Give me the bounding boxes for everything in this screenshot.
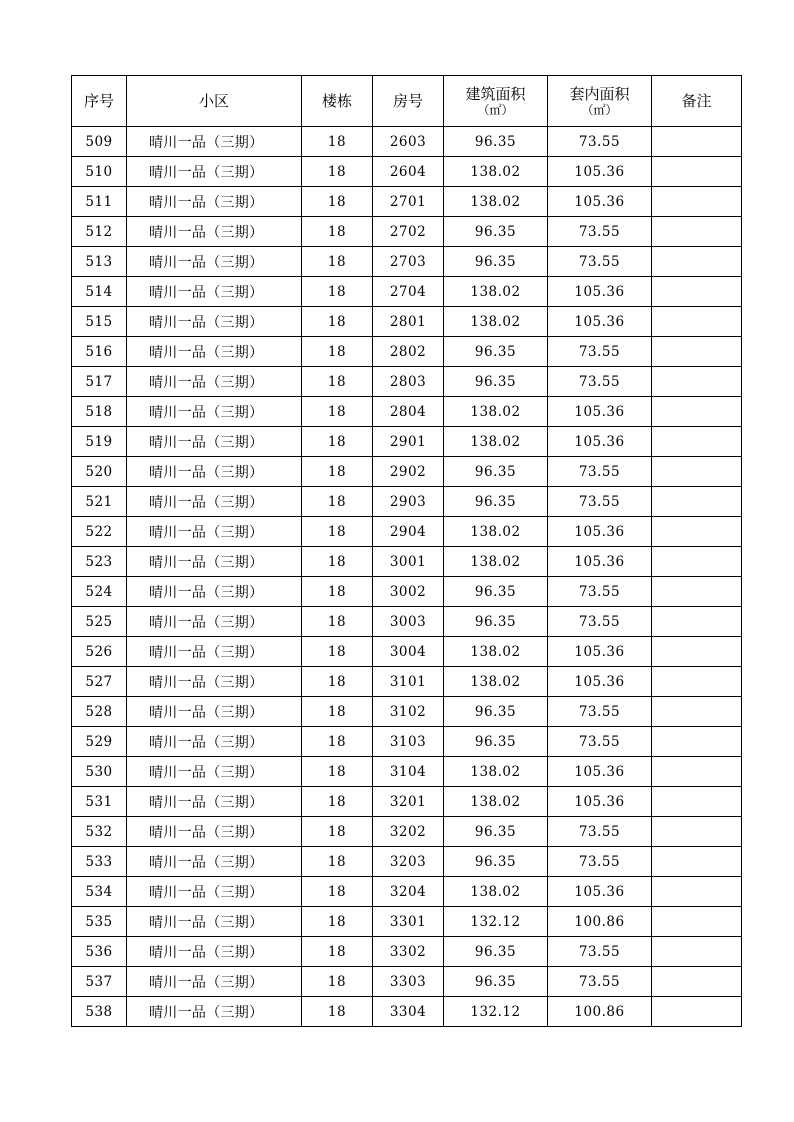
cell-remark [652,217,742,247]
cell-building: 18 [302,817,373,847]
cell-inner-area: 105.36 [548,427,652,457]
cell-remark [652,517,742,547]
cell-inner-area: 73.55 [548,367,652,397]
cell-index: 515 [72,307,127,337]
cell-remark [652,727,742,757]
cell-community: 晴川一品（三期） [127,667,302,697]
cell-build-area: 138.02 [444,187,548,217]
header-remark: 备注 [652,76,742,127]
cell-building: 18 [302,547,373,577]
cell-inner-area: 105.36 [548,787,652,817]
cell-remark [652,607,742,637]
cell-room: 2803 [373,367,444,397]
cell-inner-area: 73.55 [548,487,652,517]
table-row [72,127,742,157]
header-room: 房号 [373,76,444,127]
cell-build-area: 138.02 [444,277,548,307]
cell-index: 527 [72,667,127,697]
cell-index: 531 [72,787,127,817]
cell-remark [652,187,742,217]
cell-community: 晴川一品（三期） [127,277,302,307]
cell-remark [652,817,742,847]
cell-remark [652,697,742,727]
cell-index: 530 [72,757,127,787]
cell-build-area: 96.35 [444,487,548,517]
cell-inner-area: 100.86 [548,997,652,1027]
cell-inner-area: 73.55 [548,937,652,967]
cell-index: 521 [72,487,127,517]
cell-remark [652,757,742,787]
cell-build-area: 96.35 [444,457,548,487]
cell-build-area: 96.35 [444,817,548,847]
cell-room: 3203 [373,847,444,877]
cell-community: 晴川一品（三期） [127,307,302,337]
cell-community: 晴川一品（三期） [127,337,302,367]
cell-inner-area: 73.55 [548,847,652,877]
cell-room: 3302 [373,937,444,967]
cell-community: 晴川一品（三期） [127,487,302,517]
table-row [72,337,742,367]
cell-community: 晴川一品（三期） [127,937,302,967]
header-build-area-label: 建筑面积 [465,84,526,103]
table-row [72,787,742,817]
cell-remark [652,127,742,157]
cell-building: 18 [302,247,373,277]
cell-building: 18 [302,757,373,787]
cell-remark [652,247,742,277]
cell-inner-area: 105.36 [548,877,652,907]
table-row [72,547,742,577]
cell-remark [652,277,742,307]
cell-room: 3201 [373,787,444,817]
cell-room: 3104 [373,757,444,787]
cell-inner-area: 73.55 [548,607,652,637]
cell-building: 18 [302,787,373,817]
cell-room: 3303 [373,967,444,997]
cell-build-area: 138.02 [444,547,548,577]
cell-room: 2603 [373,127,444,157]
cell-build-area: 96.35 [444,337,548,367]
cell-community: 晴川一品（三期） [127,817,302,847]
cell-remark [652,937,742,967]
housing-table [71,75,742,1027]
cell-community: 晴川一品（三期） [127,157,302,187]
cell-building: 18 [302,727,373,757]
cell-room: 2901 [373,427,444,457]
cell-building: 18 [302,397,373,427]
cell-build-area: 96.35 [444,217,548,247]
header-inner-area-label: 套内面积 [569,84,630,103]
cell-index: 526 [72,637,127,667]
cell-community: 晴川一品（三期） [127,967,302,997]
header-community: 小区 [127,76,302,127]
table-row [72,607,742,637]
table-row [72,307,742,337]
cell-build-area: 138.02 [444,307,548,337]
cell-remark [652,427,742,457]
cell-room: 2702 [373,217,444,247]
cell-building: 18 [302,847,373,877]
table-row [72,277,742,307]
cell-inner-area: 105.36 [548,667,652,697]
document-page [71,75,741,1027]
cell-inner-area: 73.55 [548,127,652,157]
cell-community: 晴川一品（三期） [127,757,302,787]
cell-building: 18 [302,967,373,997]
cell-inner-area: 105.36 [548,397,652,427]
table-row [72,967,742,997]
cell-build-area: 96.35 [444,607,548,637]
cell-index: 538 [72,997,127,1027]
table-row [72,997,742,1027]
cell-inner-area: 105.36 [548,757,652,787]
cell-remark [652,307,742,337]
cell-inner-area: 105.36 [548,187,652,217]
cell-room: 3204 [373,877,444,907]
cell-community: 晴川一品（三期） [127,577,302,607]
cell-build-area: 138.02 [444,427,548,457]
cell-community: 晴川一品（三期） [127,787,302,817]
cell-building: 18 [302,217,373,247]
cell-remark [652,547,742,577]
cell-index: 536 [72,937,127,967]
cell-building: 18 [302,157,373,187]
cell-inner-area: 73.55 [548,577,652,607]
cell-room: 3001 [373,547,444,577]
cell-room: 2802 [373,337,444,367]
cell-room: 2801 [373,307,444,337]
cell-build-area: 132.12 [444,997,548,1027]
cell-remark [652,157,742,187]
cell-remark [652,787,742,817]
cell-index: 523 [72,547,127,577]
cell-inner-area: 105.36 [548,157,652,187]
cell-building: 18 [302,517,373,547]
cell-building: 18 [302,307,373,337]
cell-inner-area: 73.55 [548,967,652,997]
cell-index: 522 [72,517,127,547]
cell-inner-area: 73.55 [548,337,652,367]
header-build-area [444,76,548,127]
header-index: 序号 [72,76,127,127]
cell-building: 18 [302,457,373,487]
cell-index: 514 [72,277,127,307]
cell-build-area: 138.02 [444,397,548,427]
table-row [72,367,742,397]
table-row [72,667,742,697]
cell-room: 3004 [373,637,444,667]
table-row [72,427,742,457]
cell-inner-area: 73.55 [548,817,652,847]
cell-community: 晴川一品（三期） [127,727,302,757]
header-building: 楼栋 [302,76,373,127]
cell-building: 18 [302,577,373,607]
cell-building: 18 [302,487,373,517]
cell-index: 512 [72,217,127,247]
cell-build-area: 138.02 [444,637,548,667]
cell-index: 532 [72,817,127,847]
cell-index: 509 [72,127,127,157]
cell-building: 18 [302,127,373,157]
cell-remark [652,847,742,877]
table-row [72,517,742,547]
table-body [72,127,742,1027]
cell-index: 520 [72,457,127,487]
cell-room: 3304 [373,997,444,1027]
cell-building: 18 [302,667,373,697]
cell-index: 528 [72,697,127,727]
cell-building: 18 [302,367,373,397]
cell-community: 晴川一品（三期） [127,367,302,397]
cell-room: 3003 [373,607,444,637]
cell-community: 晴川一品（三期） [127,127,302,157]
cell-index: 535 [72,907,127,937]
cell-community: 晴川一品（三期） [127,457,302,487]
header-inner-area [548,76,652,127]
cell-remark [652,667,742,697]
cell-build-area: 96.35 [444,967,548,997]
cell-index: 517 [72,367,127,397]
cell-community: 晴川一品（三期） [127,547,302,577]
cell-build-area: 96.35 [444,727,548,757]
header-row [72,76,742,127]
cell-remark [652,577,742,607]
cell-room: 2704 [373,277,444,307]
cell-build-area: 138.02 [444,667,548,697]
cell-build-area: 96.35 [444,577,548,607]
cell-community: 晴川一品（三期） [127,397,302,427]
cell-index: 511 [72,187,127,217]
cell-build-area: 96.35 [444,247,548,277]
cell-build-area: 96.35 [444,937,548,967]
table-row [72,877,742,907]
table-row [72,487,742,517]
cell-inner-area: 73.55 [548,247,652,277]
table-row [72,727,742,757]
cell-building: 18 [302,427,373,457]
cell-building: 18 [302,637,373,667]
table-row [72,247,742,277]
cell-building: 18 [302,937,373,967]
cell-build-area: 138.02 [444,877,548,907]
cell-room: 3103 [373,727,444,757]
cell-room: 3101 [373,667,444,697]
cell-building: 18 [302,337,373,367]
cell-index: 537 [72,967,127,997]
cell-index: 518 [72,397,127,427]
cell-remark [652,487,742,517]
cell-community: 晴川一品（三期） [127,517,302,547]
cell-room: 2701 [373,187,444,217]
cell-community: 晴川一品（三期） [127,697,302,727]
cell-community: 晴川一品（三期） [127,637,302,667]
cell-index: 534 [72,877,127,907]
header-inner-area-unit: （㎡） [581,102,618,117]
cell-remark [652,337,742,367]
cell-remark [652,367,742,397]
cell-build-area: 132.12 [444,907,548,937]
cell-community: 晴川一品（三期） [127,907,302,937]
cell-community: 晴川一品（三期） [127,427,302,457]
cell-room: 2902 [373,457,444,487]
cell-build-area: 138.02 [444,157,548,187]
table-row [72,937,742,967]
cell-community: 晴川一品（三期） [127,877,302,907]
cell-community: 晴川一品（三期） [127,997,302,1027]
cell-inner-area: 100.86 [548,907,652,937]
cell-build-area: 96.35 [444,127,548,157]
cell-building: 18 [302,697,373,727]
table-row [72,187,742,217]
cell-index: 524 [72,577,127,607]
cell-inner-area: 105.36 [548,637,652,667]
cell-remark [652,997,742,1027]
cell-remark [652,637,742,667]
cell-build-area: 96.35 [444,367,548,397]
table-row [72,157,742,187]
table-row [72,577,742,607]
table-row [72,757,742,787]
cell-index: 519 [72,427,127,457]
cell-inner-area: 105.36 [548,277,652,307]
cell-inner-area: 73.55 [548,697,652,727]
table-row [72,907,742,937]
cell-room: 3102 [373,697,444,727]
cell-index: 525 [72,607,127,637]
cell-inner-area: 73.55 [548,727,652,757]
cell-building: 18 [302,877,373,907]
cell-room: 3202 [373,817,444,847]
cell-index: 510 [72,157,127,187]
cell-community: 晴川一品（三期） [127,187,302,217]
cell-building: 18 [302,277,373,307]
cell-index: 529 [72,727,127,757]
cell-build-area: 138.02 [444,517,548,547]
cell-remark [652,877,742,907]
cell-build-area: 138.02 [444,757,548,787]
cell-inner-area: 73.55 [548,457,652,487]
cell-room: 2604 [373,157,444,187]
cell-build-area: 138.02 [444,787,548,817]
cell-remark [652,907,742,937]
table-row [72,217,742,247]
cell-remark [652,397,742,427]
cell-inner-area: 105.36 [548,307,652,337]
cell-index: 516 [72,337,127,367]
cell-index: 533 [72,847,127,877]
cell-room: 3301 [373,907,444,937]
cell-build-area: 96.35 [444,697,548,727]
cell-community: 晴川一品（三期） [127,217,302,247]
cell-remark [652,967,742,997]
cell-index: 513 [72,247,127,277]
cell-community: 晴川一品（三期） [127,247,302,277]
cell-room: 2804 [373,397,444,427]
cell-building: 18 [302,907,373,937]
cell-building: 18 [302,607,373,637]
cell-room: 2904 [373,517,444,547]
cell-community: 晴川一品（三期） [127,607,302,637]
cell-inner-area: 105.36 [548,547,652,577]
table-row [72,457,742,487]
header-build-area-unit: （㎡） [477,102,514,117]
cell-inner-area: 73.55 [548,217,652,247]
cell-room: 3002 [373,577,444,607]
table-row [72,697,742,727]
table-row [72,847,742,877]
cell-remark [652,457,742,487]
cell-room: 2903 [373,487,444,517]
cell-room: 2703 [373,247,444,277]
cell-inner-area: 105.36 [548,517,652,547]
table-row [72,817,742,847]
cell-building: 18 [302,997,373,1027]
table-row [72,397,742,427]
cell-build-area: 96.35 [444,847,548,877]
table-row [72,637,742,667]
cell-community: 晴川一品（三期） [127,847,302,877]
cell-building: 18 [302,187,373,217]
